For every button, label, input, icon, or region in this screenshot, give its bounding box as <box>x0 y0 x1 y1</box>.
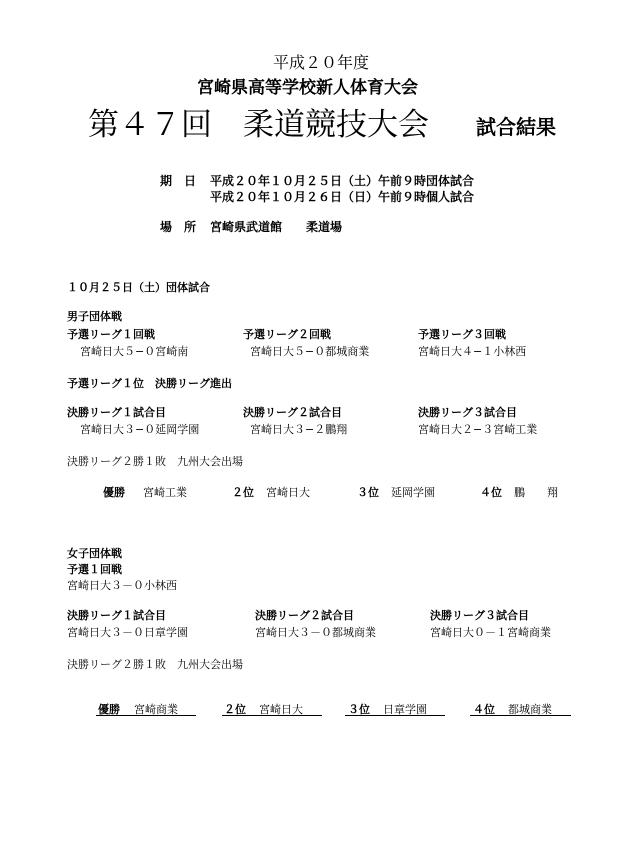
men-final-round-3: 決勝リーグ３試合目 <box>418 406 517 419</box>
header-event: 宮崎県高等学校新人体育大会 <box>197 78 418 98</box>
men-final-result-3: 宮崎日大２−３宮崎工業 <box>418 423 538 436</box>
men-rank-2-team: 宮崎日大 <box>266 486 310 499</box>
men-final-round-1: 決勝リーグ１試合目 <box>67 406 166 419</box>
women-rank-2-team: 宮崎日大 <box>259 703 303 716</box>
men-rank-1-label: 優勝 <box>103 486 125 499</box>
men-prelim-result-2: 宮崎日大５−０都城商業 <box>250 345 370 358</box>
date-label: 期 日 <box>160 174 197 188</box>
women-rank-4-team: 都城商業 <box>508 703 552 716</box>
men-heading: 男子団体戦 <box>67 310 122 323</box>
women-final-round-3: 決勝リーグ３試合目 <box>430 609 529 622</box>
men-final-round-2: 決勝リーグ２試合目 <box>243 406 342 419</box>
date-line-2: 平成２０年１０月２６日（日）午前９時個人試合 <box>210 190 475 204</box>
women-final-result-3: 宮崎日大０－１宮崎商業 <box>430 626 551 639</box>
women-final-round-1: 決勝リーグ１試合目 <box>67 609 166 622</box>
men-rank-4-team: 鵬 翔 <box>514 486 558 499</box>
day-heading: １０月２５日（土）団体試合 <box>67 281 210 294</box>
men-rank-2-label: ２位 <box>232 486 254 499</box>
men-prelim-result-1: 宮崎日大５−０宮崎南 <box>80 345 189 358</box>
women-heading: 女子団体戦 <box>67 547 122 560</box>
women-rank-4-label: ４位 <box>473 703 495 716</box>
women-rank-3-label: ３位 <box>348 703 370 716</box>
men-rank-3-label: ３位 <box>357 486 379 499</box>
place-label: 場 所 <box>160 220 197 234</box>
men-prelim-result-3: 宮崎日大４−１小林西 <box>418 345 527 358</box>
page-subtitle: 試合結果 <box>476 115 556 139</box>
men-prelim-round-3: 予選リーグ３回戦 <box>418 328 506 341</box>
place-value: 宮崎県武道館 柔道場 <box>210 220 343 234</box>
men-final-result-2: 宮崎日大３−２鵬翔 <box>250 423 348 436</box>
women-rank-1-team: 宮崎商業 <box>134 703 178 716</box>
women-final-result-1: 宮崎日大３－０日章学園 <box>67 626 188 639</box>
women-final-note: 決勝リーグ２勝１敗 九州大会出場 <box>67 658 243 671</box>
women-prelim-round: 予選１回戦 <box>67 563 122 576</box>
women-rank-3-team: 日章学園 <box>383 703 427 716</box>
women-final-result-2: 宮崎日大３－０都城商業 <box>255 626 376 639</box>
men-rank-3-team: 延岡学園 <box>391 486 435 499</box>
men-final-note: 決勝リーグ２勝１敗 九州大会出場 <box>67 455 243 468</box>
date-line-1: 平成２０年１０月２５日（土）午前９時団体試合 <box>210 174 475 188</box>
men-prelim-note: 予選リーグ１位 決勝リーグ進出 <box>67 377 232 390</box>
men-prelim-round-1: 予選リーグ１回戦 <box>67 328 155 341</box>
men-prelim-round-2: 予選リーグ２回戦 <box>243 328 331 341</box>
men-final-result-1: 宮崎日大３−０延岡学園 <box>80 423 200 436</box>
women-rank-1-label: 優勝 <box>98 703 120 716</box>
men-rank-4-label: ４位 <box>480 486 502 499</box>
page-title: 第４７回 柔道競技大会 <box>88 107 429 143</box>
header-year: 平成２０年度 <box>273 53 370 72</box>
women-rank-2-label: ２位 <box>224 703 246 716</box>
men-rank-1-team: 宮崎工業 <box>143 486 187 499</box>
women-prelim-result: 宮崎日大３－０小林西 <box>67 579 177 592</box>
women-final-round-2: 決勝リーグ２試合目 <box>255 609 354 622</box>
